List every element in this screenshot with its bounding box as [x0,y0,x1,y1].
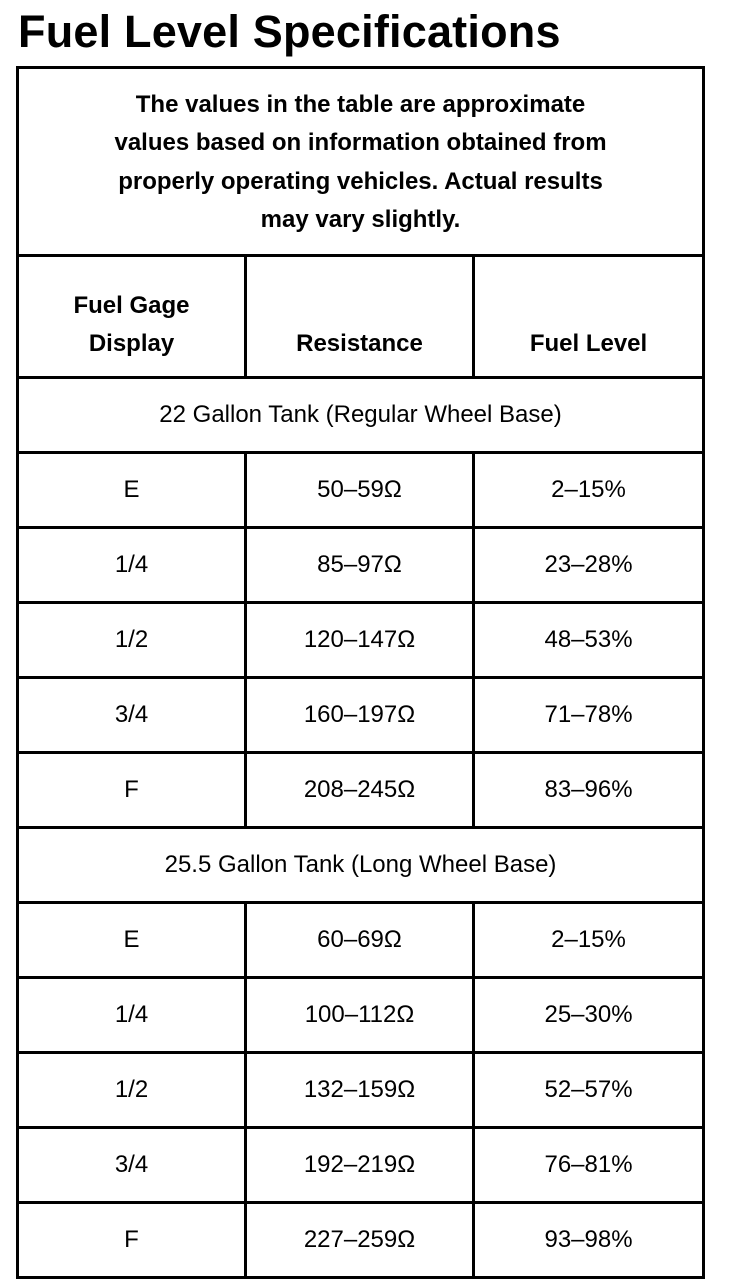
resistance-cell: 120–147Ω [246,603,474,678]
column-header-fuel-level: Fuel Level [474,256,704,378]
section-row [18,828,704,903]
column-header-display [18,256,246,378]
resistance-cell: 100–112Ω [246,978,474,1053]
resistance-cell: 208–245Ω [246,753,474,828]
fuel-level-cell: 83–96% [474,753,704,828]
table-row [18,678,704,753]
display-cell: 3/4 [18,1128,246,1203]
resistance-cell: 227–259Ω [246,1203,474,1278]
column-header-display-line2: Display [88,330,175,357]
table-row [18,978,704,1053]
table-row [18,528,704,603]
resistance-cell: 60–69Ω [246,903,474,978]
display-cell: 1/4 [18,528,246,603]
resistance-cell: 192–219Ω [246,1128,474,1203]
fuel-level-cell: 52–57% [474,1053,704,1128]
table-row [18,1128,704,1203]
display-cell: 1/4 [18,978,246,1053]
note-line: may vary slightly. [260,206,461,233]
fuel-level-cell: 23–28% [474,528,704,603]
table-row [18,453,704,528]
display-cell: 1/2 [18,1053,246,1128]
resistance-cell: 132–159Ω [246,1053,474,1128]
display-cell: F [18,753,246,828]
display-cell: E [18,903,246,978]
fuel-level-cell: 48–53% [474,603,704,678]
table-row [18,1203,704,1278]
page-title: Fuel Level Specifications [18,6,561,57]
section-label: 22 Gallon Tank (Regular Wheel Base) [18,378,704,453]
resistance-cell: 160–197Ω [246,678,474,753]
note-line: The values in the table are approximate [135,90,586,118]
section-row [18,378,704,453]
resistance-cell: 50–59Ω [246,453,474,528]
column-header-display-line1: Fuel Gage [73,292,190,319]
table-row [18,753,704,828]
note-row [18,68,704,256]
note-line: properly operating vehicles. Actual results [118,167,603,195]
note-cell [18,68,704,256]
table-row [18,903,704,978]
table-row [18,1053,704,1128]
column-header-resistance: Resistance [246,256,474,378]
display-cell: 3/4 [18,678,246,753]
fuel-level-cell: 76–81% [474,1128,704,1203]
fuel-level-cell: 2–15% [474,903,704,978]
fuel-level-cell: 2–15% [474,453,704,528]
section-label: 25.5 Gallon Tank (Long Wheel Base) [18,828,704,903]
display-cell: E [18,453,246,528]
table-row [18,603,704,678]
fuel-level-cell: 71–78% [474,678,704,753]
fuel-level-table [16,66,705,1279]
display-cell: F [18,1203,246,1278]
note-line: values based on information obtained from [114,129,607,156]
fuel-level-cell: 25–30% [474,978,704,1053]
resistance-cell: 85–97Ω [246,528,474,603]
fuel-level-cell: 93–98% [474,1203,704,1278]
display-cell: 1/2 [18,603,246,678]
header-row [18,256,704,378]
